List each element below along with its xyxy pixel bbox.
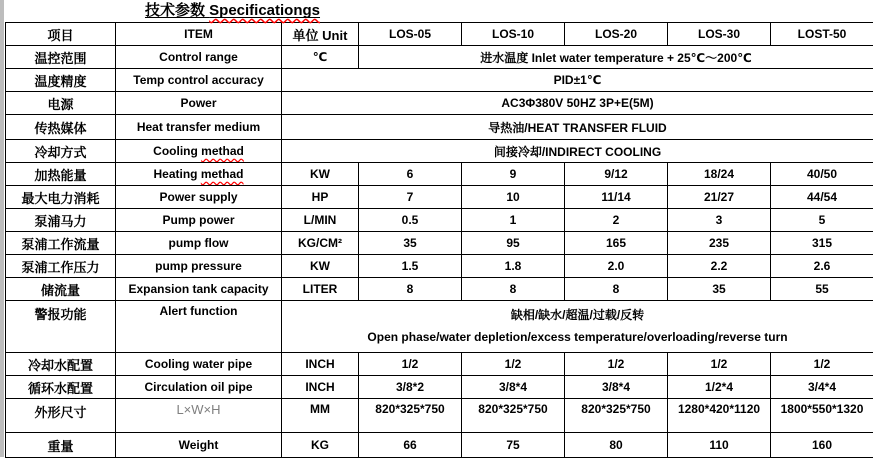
label-zh: 温度精度 [6,69,116,92]
value-cell: 2 [565,209,668,232]
label-en: Cooling water pipe [116,353,282,376]
value-cell: 110 [668,433,771,458]
label-zh: 温控范围 [6,46,116,69]
value-cell: 1280*420*1120 [668,399,771,433]
header-model-los10: LOS-10 [462,23,565,46]
value-cell: 3/8*2 [359,376,462,399]
label-en: pump flow [116,232,282,255]
label-zh: 加热能量 [6,163,116,186]
label-zh: 警报功能 [6,301,116,353]
label-en: Alert function [116,301,282,353]
label-en: Power supply [116,186,282,209]
value-cell: 21/27 [668,186,771,209]
label-zh: 外形尺寸 [6,399,116,433]
value-cell: 5 [771,209,873,232]
row-pump-flow [6,232,873,255]
header-item-en: ITEM [116,23,282,46]
alert-text-zh: 缺相/缺水/超温/过载/反转 [282,301,873,328]
dimensions-formula: L×W×H [176,402,220,417]
value-cell: 1800*550*1320 [771,399,873,433]
row-heating [6,163,873,186]
unit-cell: KW [282,163,359,186]
label-en: Power [116,92,282,115]
merged-value-cell: AC3Φ380V 50HZ 3P+E(5M) [282,92,873,115]
label-zh: 循环水配置 [6,376,116,399]
value-cell: 40/50 [771,163,873,186]
merged-value-cell: 间接冷却/INDIRECT COOLING [282,140,873,163]
value-cell: 8 [565,278,668,301]
unit-cell: KW [282,255,359,278]
merged-value-cell: 导热油/HEAT TRANSFER FLUID [282,115,873,140]
value-cell: 1/2 [462,353,565,376]
page-title-en: Specificationgs [209,2,320,19]
merged-value-cell: PID±1℃ [282,69,873,92]
label-en: Circulation oil pipe [116,376,282,399]
row-circulation-oil-pipe [6,376,873,399]
value-cell: 1.8 [462,255,565,278]
value-cell: 165 [565,232,668,255]
merged-value-cell: 进水温度 Inlet water temperature + 25℃～200℃ [359,46,873,69]
header-model-los05: LOS-05 [359,23,462,46]
unit-cell: INCH [282,353,359,376]
label-en [116,399,282,433]
label-zh: 最大电力消耗 [6,186,116,209]
value-cell: 8 [359,278,462,301]
value-cell: 2.6 [771,255,873,278]
label-en: Weight [116,433,282,458]
unit-cell: MM [282,399,359,433]
value-cell: 160 [771,433,873,458]
window-left-edge [0,0,4,457]
value-cell: 35 [359,232,462,255]
value-cell: 1/2 [359,353,462,376]
row-control-range [6,46,873,69]
label-en-prefix: Cooling [153,144,201,158]
unit-cell: ℃ [282,46,359,69]
page-title-zh: 技术参数 [145,2,205,19]
row-power-supply [6,186,873,209]
value-cell: 9/12 [565,163,668,186]
value-cell: 55 [771,278,873,301]
value-cell: 235 [668,232,771,255]
label-en: pump pressure [116,255,282,278]
spec-sheet-content [5,0,873,458]
value-cell: 80 [565,433,668,458]
label-en: Pump power [116,209,282,232]
unit-cell: LITER [282,278,359,301]
label-en-misspelled: methad [201,167,244,181]
unit-cell: L/MIN [282,209,359,232]
value-cell: 44/54 [771,186,873,209]
row-weight [6,433,873,458]
header-model-los20: LOS-20 [565,23,668,46]
row-pump-pressure [6,255,873,278]
page-title-text [145,2,320,19]
value-cell: 2.0 [565,255,668,278]
value-cell: 8 [462,278,565,301]
label-zh: 泵浦马力 [6,209,116,232]
row-power [6,92,873,115]
row-tank-capacity [6,278,873,301]
label-en: Expansion tank capacity [116,278,282,301]
header-row [6,23,873,46]
value-cell: 315 [771,232,873,255]
row-cooling-method [6,140,873,163]
unit-cell: KG [282,433,359,458]
value-cell: 3 [668,209,771,232]
value-cell: 820*325*750 [359,399,462,433]
label-zh: 储流量 [6,278,116,301]
label-zh: 电源 [6,92,116,115]
alert-text-en: Open phase/water depletion/excess temperature/overloading/reverse turn [282,328,873,351]
label-zh: 泵浦工作流量 [6,232,116,255]
unit-cell: KG/CM² [282,232,359,255]
row-heat-medium [6,115,873,140]
unit-cell: INCH [282,376,359,399]
label-en: Heat transfer medium [116,115,282,140]
label-en: Control range [116,46,282,69]
label-zh: 重量 [6,433,116,458]
value-cell: 18/24 [668,163,771,186]
value-cell: 9 [462,163,565,186]
value-cell: 75 [462,433,565,458]
value-cell: 35 [668,278,771,301]
header-unit: 单位 Unit [282,23,359,46]
value-cell: 1.5 [359,255,462,278]
value-cell: 1 [462,209,565,232]
label-en-misspelled: methad [201,144,244,158]
label-en: Temp control accuracy [116,69,282,92]
value-cell: 3/8*4 [462,376,565,399]
value-cell: 820*325*750 [462,399,565,433]
row-pump-power [6,209,873,232]
header-model-lost50: LOST-50 [771,23,873,46]
label-zh: 冷却水配置 [6,353,116,376]
value-cell: 0.5 [359,209,462,232]
row-alert [6,301,873,353]
value-cell: 1/2 [668,353,771,376]
label-zh: 泵浦工作压力 [6,255,116,278]
value-cell: 1/2 [771,353,873,376]
label-zh: 传热媒体 [6,115,116,140]
header-item-zh: 项目 [6,23,116,46]
header-model-los30: LOS-30 [668,23,771,46]
specifications-table [5,22,873,458]
label-en [116,140,282,163]
value-cell: 3/4*4 [771,376,873,399]
unit-cell: HP [282,186,359,209]
value-cell: 95 [462,232,565,255]
value-cell: 10 [462,186,565,209]
value-cell: 7 [359,186,462,209]
value-cell: 820*325*750 [565,399,668,433]
value-cell: 1/2 [565,353,668,376]
page-title [5,0,460,22]
value-cell: 3/8*4 [565,376,668,399]
value-cell: 1/2*4 [668,376,771,399]
merged-value-cell [282,301,873,353]
value-cell: 6 [359,163,462,186]
row-temp-accuracy [6,69,873,92]
row-dimensions [6,399,873,433]
value-cell: 2.2 [668,255,771,278]
row-cooling-water-pipe [6,353,873,376]
label-en [116,163,282,186]
label-en-prefix: Heating [153,167,200,181]
label-zh: 冷却方式 [6,140,116,163]
value-cell: 11/14 [565,186,668,209]
value-cell: 66 [359,433,462,458]
